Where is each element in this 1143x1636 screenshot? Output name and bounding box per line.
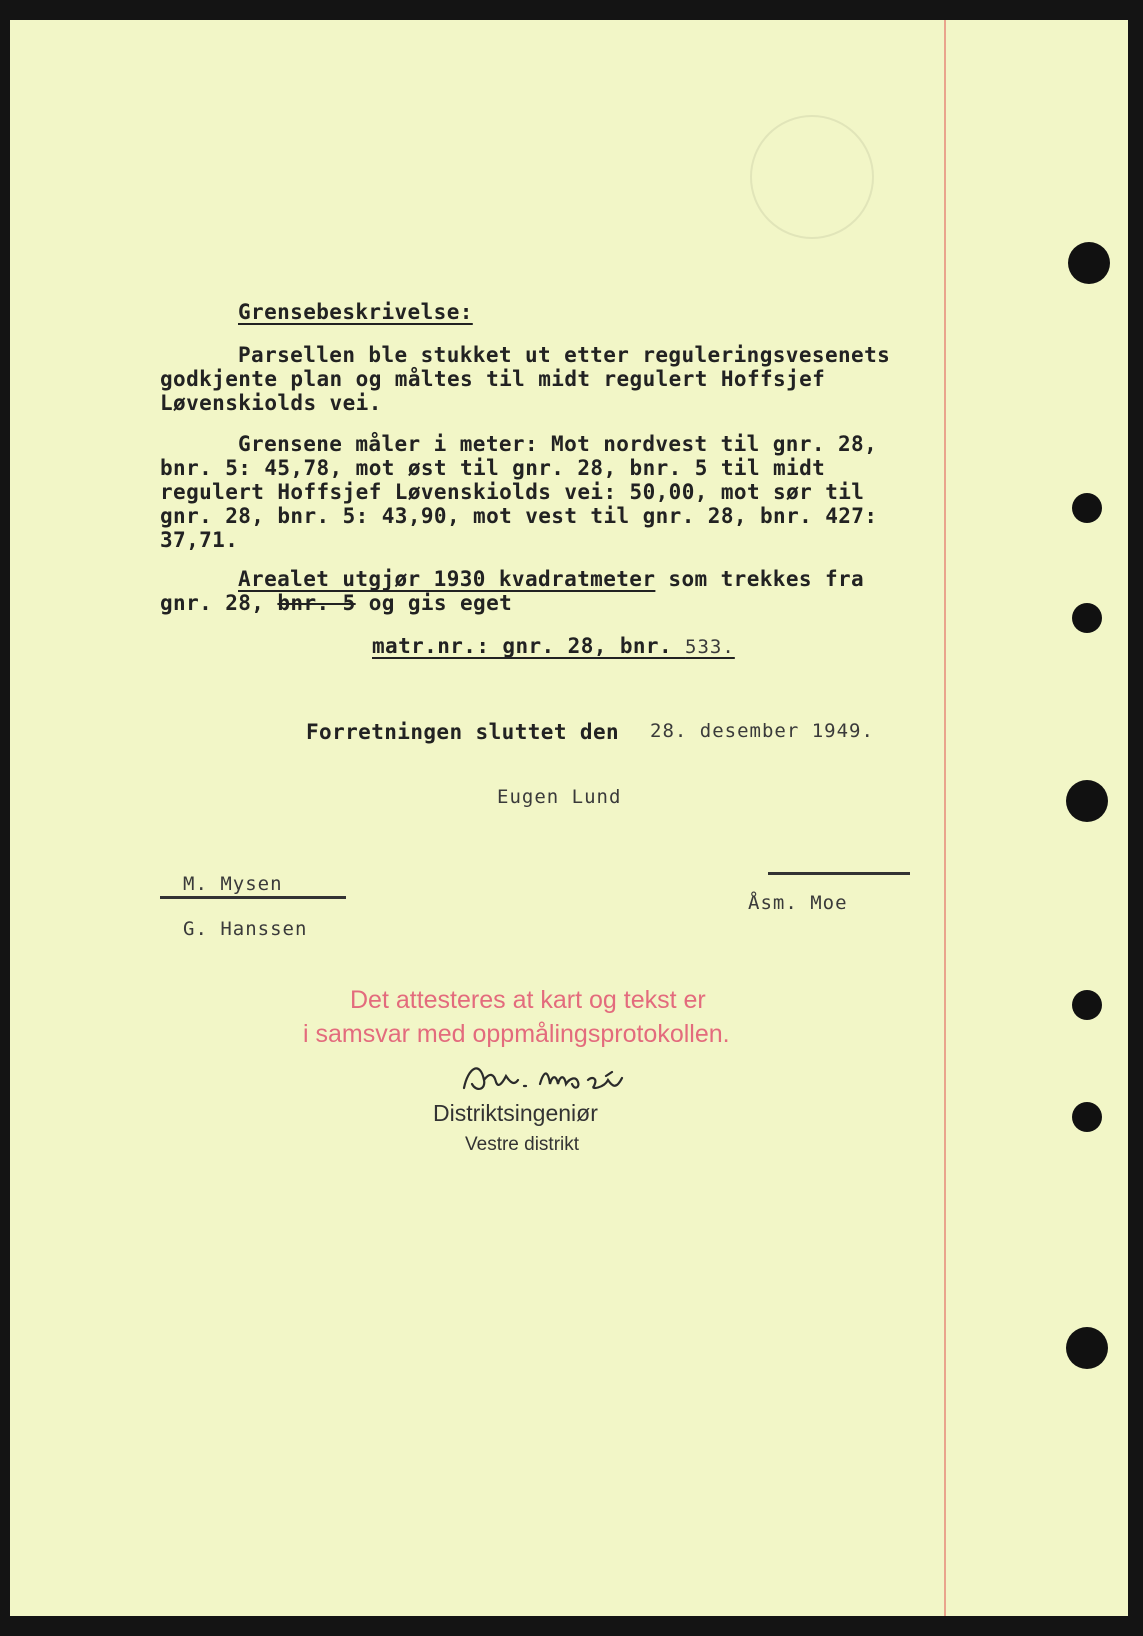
- paragraph1-line: Løvenskiolds vei.: [160, 391, 382, 415]
- punch-hole: [1072, 603, 1102, 633]
- paragraph1-line: Parsellen ble stukket ut etter reguleringsvesenets: [238, 343, 891, 367]
- signature-rule-right: [768, 872, 910, 875]
- punch-hole: [1066, 780, 1108, 822]
- stamp-line1: Det attesteres at kart og tekst er: [350, 986, 706, 1014]
- paragraph2-line: gnr. 28, bnr. 5: 43,90, mot vest til gnr. 28, bnr. 427:: [160, 504, 878, 528]
- certification-title: Distriktsingeniør: [433, 1100, 598, 1126]
- signatory-left1: M. Mysen: [183, 873, 283, 895]
- area-gnr: gnr. 28,: [160, 591, 278, 615]
- certification-district: Vestre distrikt: [465, 1134, 580, 1155]
- paragraph2-line: bnr. 5: 45,78, mot øst til gnr. 28, bnr. 5 til midt: [160, 456, 826, 480]
- margin-line: [944, 20, 946, 1616]
- area-underlined: Arealet utgjør 1930 kvadratmeter: [238, 567, 656, 591]
- matrikkel-line: [372, 634, 735, 658]
- ghost-seal: [750, 115, 874, 239]
- matrikkel-label: matr.nr.: gnr. 28, bnr.: [372, 634, 672, 658]
- signature-rule-left: [160, 896, 346, 899]
- closing-date: 28. desember 1949.: [650, 720, 874, 742]
- signatory-right: Åsm. Moe: [748, 892, 848, 914]
- punch-hole: [1072, 1102, 1102, 1132]
- paragraph1-line: godkjente plan og måltes til midt regulert Hoffsjef: [160, 367, 826, 391]
- document-page: [10, 20, 1128, 1616]
- closing-label: Forretningen sluttet den: [306, 720, 620, 744]
- paragraph2-line: Grensene måler i meter: Mot nordvest til gnr. 28,: [238, 432, 878, 456]
- heading: Grensebeskrivelse:: [238, 300, 473, 324]
- stamp-line2: i samsvar med oppmålingsprotokollen.: [303, 1020, 730, 1048]
- handwritten-signature: [458, 1050, 638, 1100]
- paragraph2-line: regulert Hoffsjef Løvenskiolds vei: 50,00, mot sør til: [160, 480, 865, 504]
- punch-hole: [1072, 990, 1102, 1020]
- area-line-2: [160, 591, 512, 615]
- area-line: [238, 567, 864, 591]
- signatory-left2: G. Hanssen: [183, 918, 308, 940]
- punch-hole: [1066, 1327, 1108, 1369]
- area-struck: bnr. 5: [277, 591, 356, 615]
- punch-hole: [1068, 242, 1110, 284]
- matrikkel-number: 533.: [685, 636, 735, 658]
- punch-hole: [1072, 493, 1102, 523]
- area-end: og gis eget: [355, 591, 513, 615]
- signatory-main: Eugen Lund: [497, 786, 622, 808]
- paragraph2-line: 37,71.: [160, 528, 239, 552]
- area-rest: som trekkes fra: [655, 567, 865, 591]
